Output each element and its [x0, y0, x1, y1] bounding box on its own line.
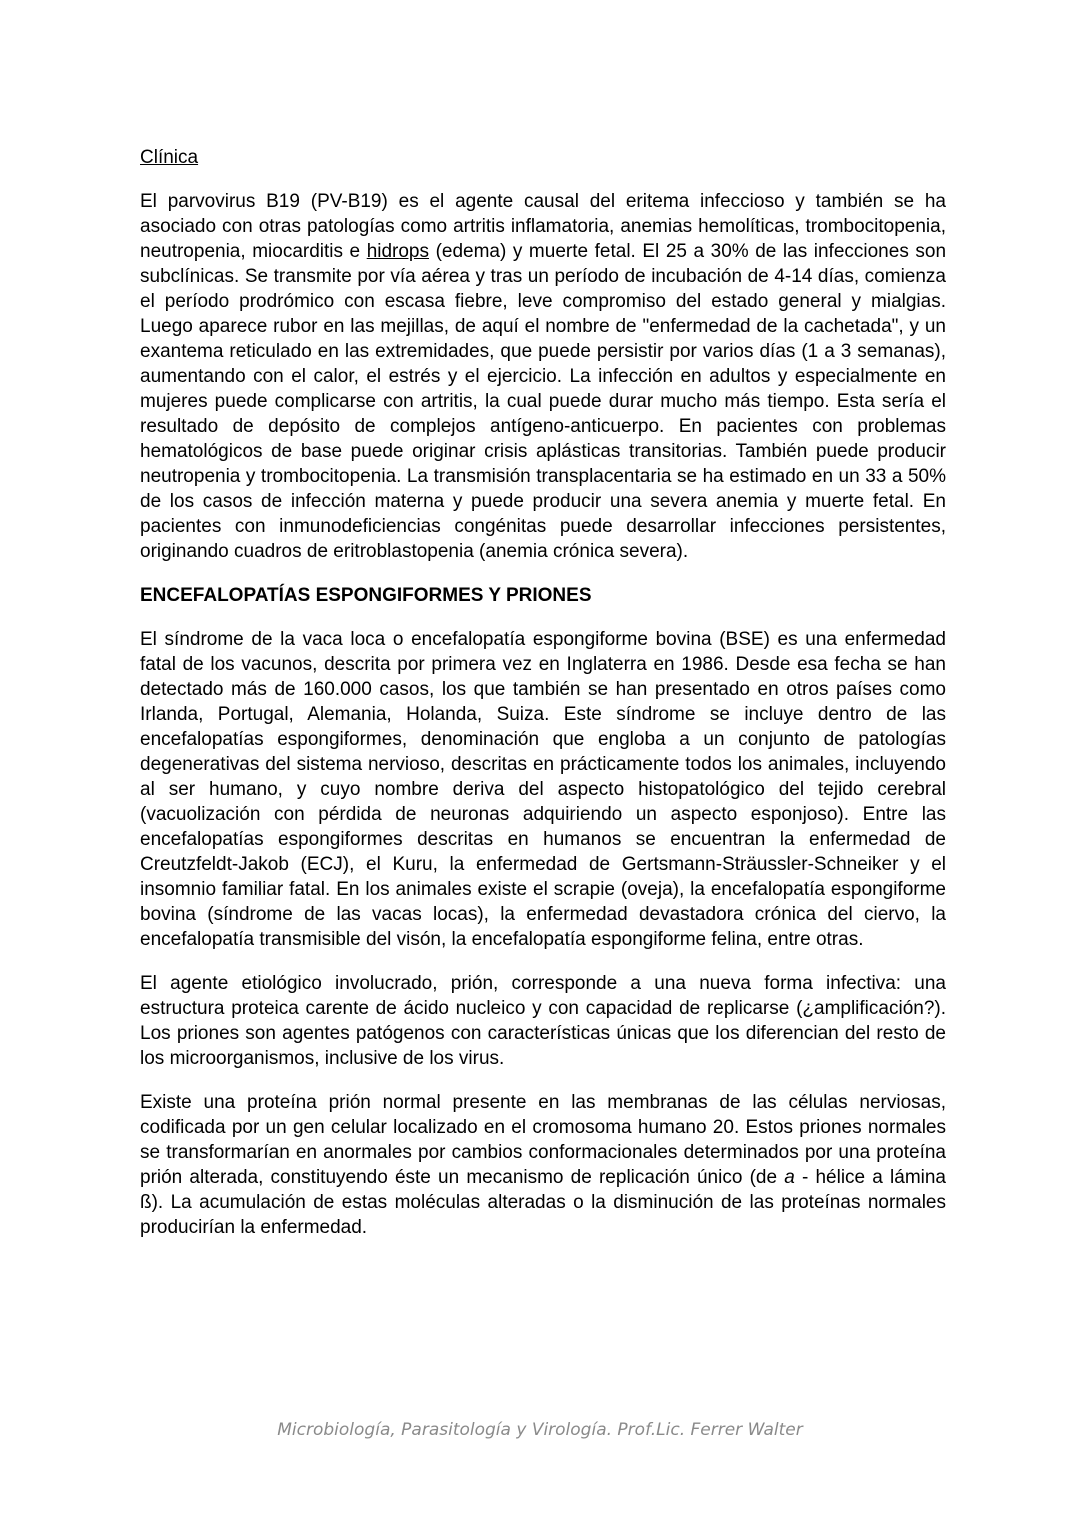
- clinica-text-b: (edema) y muerte fetal. El 25 a 30% de las infecciones son subclínicas. Se transmite por vía aérea y tras un período de incubación de 4-14 días, comienza el período prodrómico con escasa fiebre, leve compromiso del estado general y mialgias. Luego aparece rubor en las mejillas, de aquí el nombre de "enfermedad de la cachetada", y un exantema reticulado en las extremidades, que puede persistir por varios días (1 a 3 semanas), aumentando con el calor, el estrés y el ejercicio. La infección en adultos y especialmente en mujeres puede complicarse con artritis, la cual puede durar mucho más tiempo. Esta sería el resultado de depósito de complejos antígeno-anticuerpo. En pacientes con problemas hematológicos de base puede originar crisis aplásticas transitorias. También puede producir neutropenia y trombocitopenia. La transmisión transplacentaria se ha estimado en un 33 a 50% de los casos de infección materna y puede producir una severa anemia y muerte fetal. En pacientes con inmunodeficiencias congénitas puede desarrollar infecciones persistentes, originando cuadros de eritroblastopenia (anemia crónica severa).: [140, 241, 947, 562]
- clinica-text-a: El parvovirus B19 (PV-B19) es el agente causal del eritema infeccioso y también se ha asociado con otras patologías como artritis inflamatoria, anemias hemolíticas, trombocitopenia, neutropenia, miocarditis e: [140, 191, 946, 262]
- priones-paragraph-2: El agente etiológico involucrado, prión, corresponde a una nueva forma infectiva: una estructura proteica carente de ácido nucleico y con capacidad de replicarse (¿amplificación?). Los priones son agentes patógenos con características únicas que los diferencian del resto de los microorganismos, inclusive de los virus.: [140, 973, 946, 1069]
- priones-p3-text-a: Existe una proteína prión normal presente en las membranas de las células nerviosas, codificada por un gen celular localizado en el cromosoma humano 20. Estos priones normales se transformarían en anormales por cambios conformacionales determinados por una proteína prión alterada, constituyendo éste un mecanismo de replicación único (de: [140, 1092, 946, 1188]
- priones-paragraph-3: [140, 1090, 946, 1240]
- hidrops-term: hidrops: [366, 241, 430, 262]
- page-footer: Microbiología, Parasitología y Virología. Prof.Lic. Ferrer Walter: [277, 1420, 803, 1440]
- section-heading-priones: ENCEFALOPATÍAS ESPONGIFORMES Y PRIONES: [140, 585, 592, 606]
- clinica-paragraph: [140, 189, 946, 564]
- section-title-clinica: Clínica: [140, 147, 199, 168]
- document-page: [140, 145, 946, 1259]
- priones-p3-text-b: - hélice a lámina ß). La acumulación de estas moléculas alteradas o la disminución de las proteínas normales producirían la enfermedad.: [140, 1167, 946, 1238]
- priones-paragraph-1: El síndrome de la vaca loca o encefalopatía espongiforme bovina (BSE) es una enfermedad fatal de los vacunos, descrita por primera vez en Inglaterra en 1986. Desde esa fecha se han detectado más de 160.000 casos, los que también se han presentado en otros países como Irlanda, Portugal, Alemania, Holanda, Suiza. Este síndrome se incluye dentro de las encefalopatías espongiformes, denominación que engloba a un conjunto de patologías degenerativas del sistema nervioso, descritas en prácticamente todos los animales, incluyendo al ser humano, y cuyo nombre deriva del aspecto histopatológico del tejido cerebral (vacuolización con pérdida de neuronas adquiriendo un aspecto esponjoso). Entre las encefalopatías espongiformes descritas en humanos se encuentran la enfermedad de Creutzfeldt-Jakob (ECJ), el Kuru, la enfermedad de Gertsmann-Sträussler-Schneiker y el insomnio familiar fatal. En los animales existe el scrapie (oveja), la encefalopatía espongiforme bovina (síndrome de las vacas locas), la enfermedad devastadora crónica del ciervo, la encefalopatía transmisible del visón, la encefalopatía espongiforme felina, entre otras.: [140, 629, 946, 950]
- alpha-symbol: a: [784, 1167, 795, 1188]
